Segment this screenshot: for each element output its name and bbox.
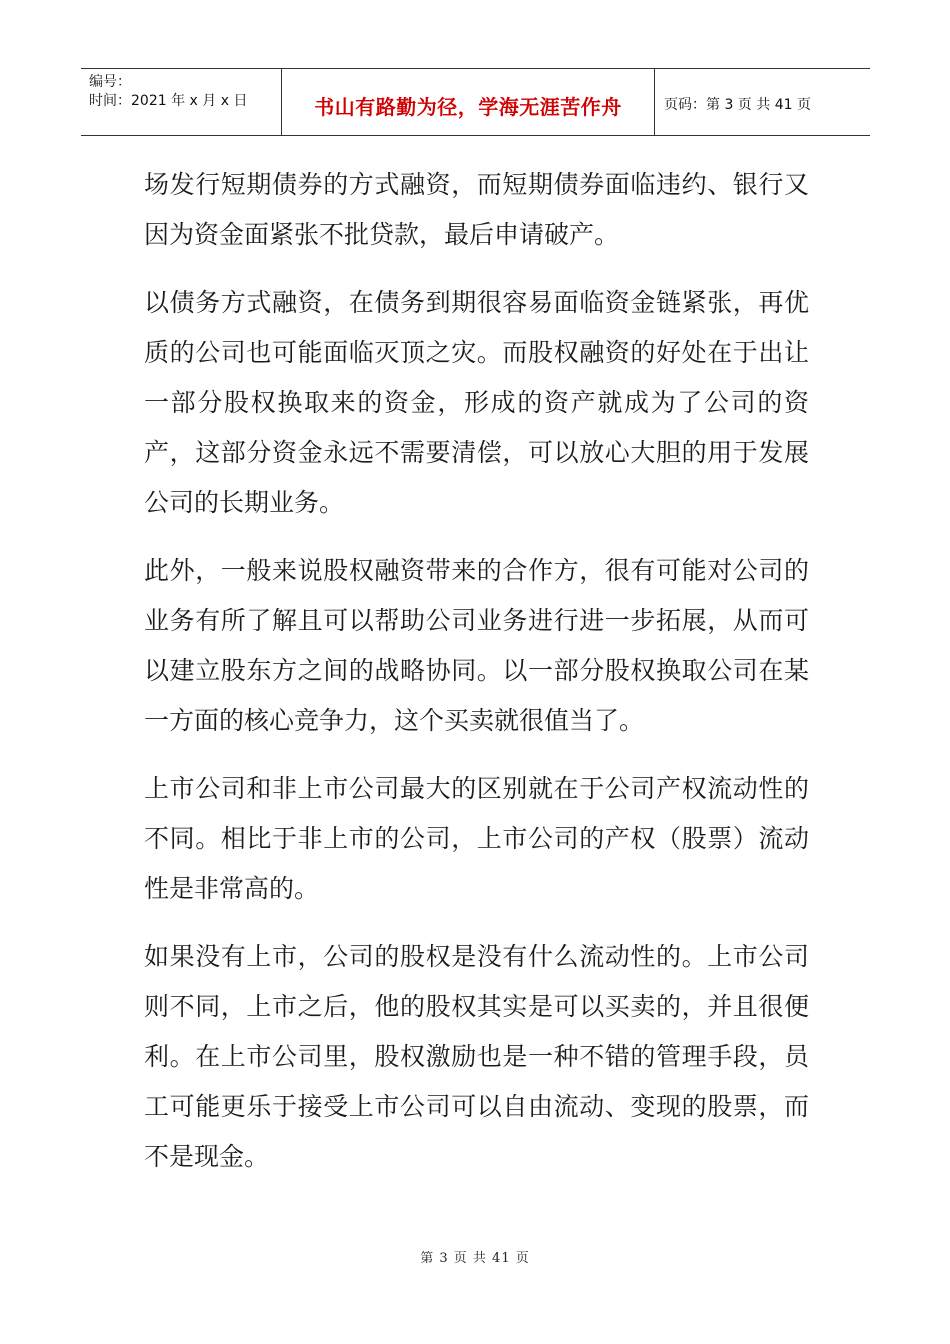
paragraph: 场发行短期债券的方式融资，而短期债券面临违约、银行又因为资金面紧张不批贷款，最后申请破产。 bbox=[144, 170, 809, 249]
document-date-label: 时间：2021 年 x 月 x 日 bbox=[89, 93, 248, 109]
document-number-label: 编号： bbox=[89, 74, 131, 90]
page-footer: 第 3 页 共 41 页 bbox=[420, 1251, 530, 1266]
paragraph: 上市公司和非上市公司最大的区别就在于公司产权流动性的不同。相比于非上市的公司，上市公司的产权（股票）流动性是非常高的。 bbox=[144, 774, 809, 903]
header-table bbox=[81, 68, 870, 136]
header-page-info: 页码：第 3 页 共 41 页 bbox=[664, 97, 811, 113]
paragraph: 此外，一般来说股权融资带来的合作方，很有可能对公司的业务有所了解且可以帮助公司业务进行进一步拓展，从而可以建立股东方之间的战略协同。以一部分股权换取公司在某一方面的核心竞争力，这个买卖就很值当了。 bbox=[144, 556, 809, 735]
header-motto-cell bbox=[282, 69, 655, 135]
header-page-cell bbox=[655, 69, 870, 135]
motto-text: 书山有路勤为径，学海无涯苦作舟 bbox=[314, 95, 622, 119]
paragraph: 如果没有上市，公司的股权是没有什么流动性的。上市公司则不同，上市之后，他的股权其实是可以买卖的，并且很便利。在上市公司里，股权激励也是一种不错的管理手段，员工可能更乐于接受上市公司可以自由流动、变现的股票，而不是现金。 bbox=[144, 942, 809, 1171]
document-body bbox=[144, 160, 809, 1200]
paragraph: 以债务方式融资，在债务到期很容易面临资金链紧张，再优质的公司也可能面临灭顶之灾。而股权融资的好处在于出让一部分股权换取来的资金，形成的资产就成为了公司的资产，这部分资金永远不需要清偿，可以放心大胆的用于发展公司的长期业务。 bbox=[144, 288, 809, 517]
header-meta-cell bbox=[81, 69, 282, 135]
